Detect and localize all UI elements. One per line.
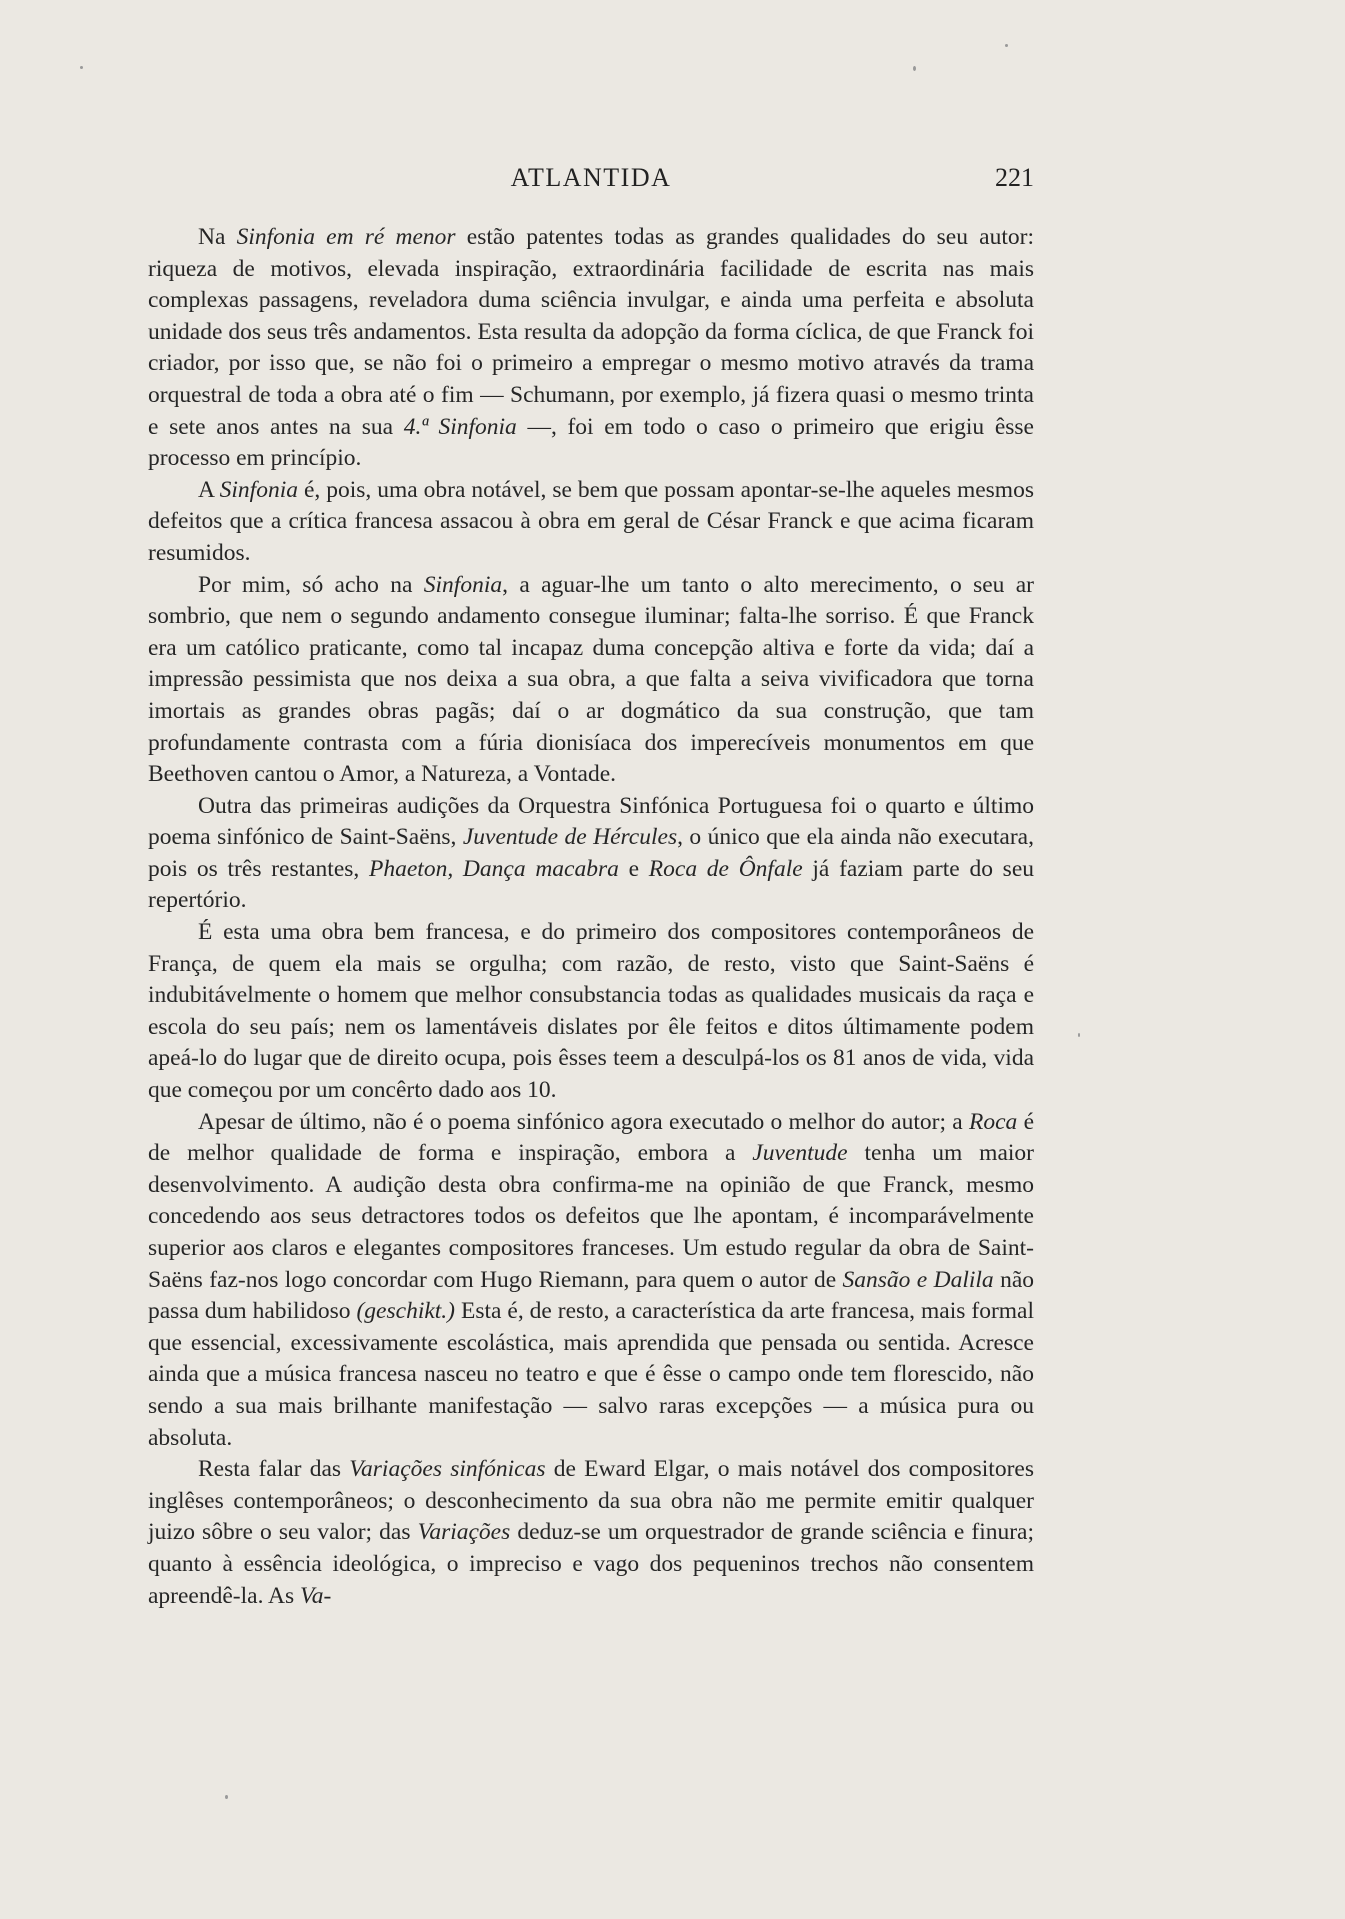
italic-title-text: Juventude de Hércules: [462, 824, 678, 851]
paper-speck: [1078, 1033, 1080, 1037]
italic-title-text: Sinfonia: [423, 571, 503, 598]
italic-title-text: Roca: [968, 1108, 1018, 1135]
italic-title-text: Variações sinfónicas: [349, 1456, 546, 1483]
paragraph-text: de Eward Elgar, o mais notável dos compositores inglêses contemporâneos; o desconhecimento da sua obra não me permite emitir qualquer juizo sôbre o seu valor; das: [148, 1456, 1034, 1546]
paragraph: [148, 1454, 1034, 1612]
paragraph-text: Apesar de último, não é o poema sinfónico agora executado o melhor do autor; a: [198, 1108, 969, 1135]
italic-title-text: 4.ª Sinfonia: [403, 413, 517, 440]
paragraph: [148, 1107, 1034, 1455]
paragraph-text: Por mim, só acho na: [198, 571, 424, 598]
running-header: [148, 163, 1034, 203]
paragraph: [148, 791, 1034, 917]
paper-speck: [225, 1795, 228, 1799]
paragraph-text: e: [618, 855, 649, 882]
paper-speck: [913, 66, 916, 71]
paragraph-text: estão patentes todas as grandes qualidades do seu autor: riqueza de motivos, elevada inspiração, extraordinária facilidade de escrita nas mais complexas passagens, reveladora duma sciência invulgar, e ainda uma perfeita e absoluta unidade dos seus três andamentos. Esta resulta da adopção da forma cíclica, de que Franck foi criador, por isso que, se não foi o primeiro a empregar o mesmo motivo através da trama orquestral de toda a obra até o fim — Schumann, por exemplo, já fizera quasi o mesmo trinta e sete anos antes na sua: [148, 224, 1034, 440]
italic-title-text: Sinfonia em ré menor: [236, 224, 456, 250]
paragraph-text: A: [198, 476, 220, 503]
italic-title-text: Roca de Ônfale: [648, 855, 803, 882]
page-number: 221: [995, 163, 1034, 192]
italic-title-text: Juventude: [752, 1140, 848, 1167]
running-title: ATLANTIDA: [510, 163, 672, 192]
italic-title-text: (geschikt.): [356, 1298, 456, 1325]
article-body: [148, 222, 1034, 1612]
paragraph-text: é de melhor qualidade de forma e inspiração, embora a: [148, 1108, 1034, 1167]
paragraph: [148, 917, 1034, 1107]
italic-title-text: Sinfonia: [219, 476, 298, 503]
paragraph-text: Na: [198, 224, 237, 250]
paper-speck: [80, 66, 83, 69]
paragraph: [148, 222, 1034, 475]
paragraph: [148, 475, 1034, 570]
paragraph: [148, 570, 1034, 791]
paragraph-text: , a aguar-lhe um tanto o alto merecimento, o seu ar sombrio, que nem o segundo andamento consegue iluminar; falta-lhe sorriso. É que Franck era um católico praticante, como tal incapaz duma concepção altiva e forte da vida; daí a impressão pessimista que nos deixa a sua obra, a que falta a seiva vivificadora que torna imortais as grandes obras pagãs; daí o ar dogmático da sua construção, que tam profundamente contrasta com a fúria dionisíaca dos imperecíveis monumentos em que Beethoven cantou o Amor, a Natureza, a Vontade.: [148, 571, 1035, 788]
paragraph-text: Outra das primeiras audições da Orquestra Sinfónica Portuguesa foi o quarto e último poema sinfónico de Saint-Saëns,: [148, 792, 1034, 851]
italic-title-text: Phaeton, Dança macabra: [369, 855, 619, 882]
paragraph-text: tenha um maior desenvolvimento. A audição desta obra confirma-me na opinião de que Franck, mesmo concedendo aos seus detractores todos os defeitos que lhe apontam, é incomparávelmente superior aos claros e elegantes compositores franceses. Um estudo regular da obra de Saint-Saëns faz-nos logo concordar com Hugo Riemann, para quem o autor de: [148, 1140, 1034, 1293]
paragraph-text: É esta uma obra bem francesa, e do primeiro dos compositores contemporâneos de França, de quem ela mais se orgulha; com razão, de resto, visto que Saint-Saëns é indubitávelmente o homem que melhor consubstancia todas as qualidades musicais da raça e escola do seu país; nem os lamentáveis dislates por êle feitos e ditos últimamente podem apeá-lo do lugar que de direito ocupa, pois êsses teem a desculpá-los os 81 anos de vida, vida que começou por um concêrto dado aos 10.: [148, 919, 1034, 1104]
paragraph-text: já faziam parte do seu repertório.: [148, 855, 1034, 914]
paragraph-text: é, pois, uma obra notável, se bem que possam apontar-se-lhe aqueles mesmos defeitos que a crítica francesa assacou à obra em geral de César Franck e que acima ficaram resumidos.: [148, 476, 1034, 566]
paragraph-text: não passa dum habilidoso: [148, 1266, 1034, 1325]
italic-title-text: Variações: [417, 1519, 511, 1546]
paragraph-text: Resta falar das: [198, 1456, 350, 1483]
paper-speck: [1005, 44, 1008, 47]
italic-title-text: Va-: [300, 1582, 332, 1609]
paragraph-text: Esta é, de resto, a característica da arte francesa, mais formal que essencial, excessivamente escolástica, mais aprendida que pensada ou sentida. Acresce ainda que a música francesa nasceu no teatro e que é êsse o campo onde tem florescido, não sendo a sua mais brilhante manifestação — salvo raras excepções — a música pura ou absoluta.: [148, 1298, 1035, 1451]
paragraph-text: deduz-se um orquestrador de grande sciência e finura; quanto à essência ideológica, o impreciso e vago dos pequeninos trechos não consentem apreendê-la. As: [148, 1519, 1035, 1609]
italic-title-text: Sansão e Dalila: [842, 1266, 994, 1293]
paragraph-text: , o único que ela ainda não executara, pois os três restantes,: [148, 824, 1034, 882]
paragraph-text: —, foi em todo o caso o primeiro que erigiu êsse processo em princípio.: [148, 413, 1034, 472]
